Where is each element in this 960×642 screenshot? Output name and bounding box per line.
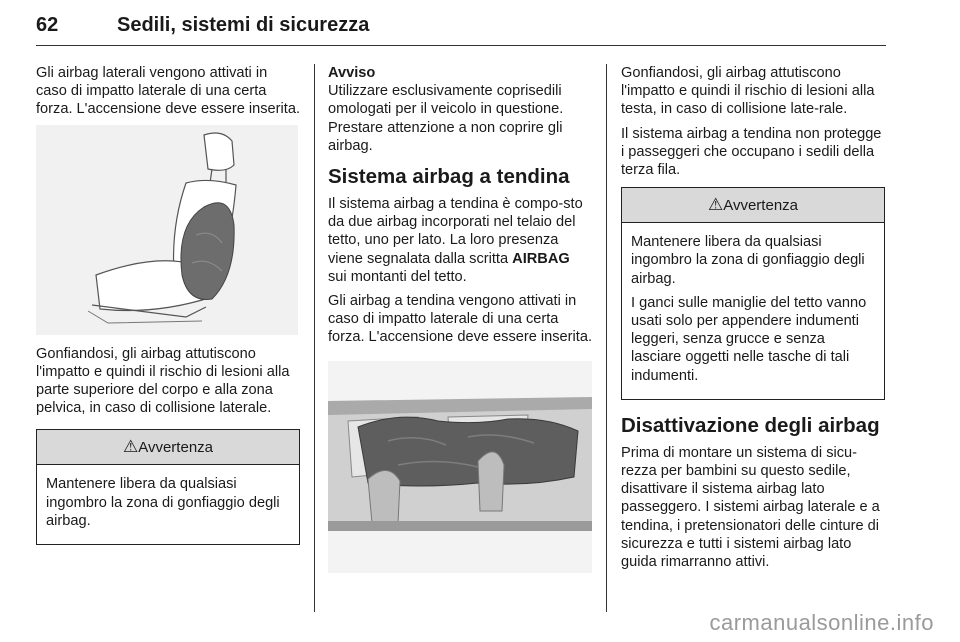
- curtain-airbag-illustration: [328, 361, 592, 573]
- side-airbag-protection-text: Gonfiandosi, gli airbag attutiscono l'impatto e quindi il rischio di lesioni alla parte superiore del corpo e alla zona pelvica, in caso di collisione laterale.: [36, 345, 290, 417]
- warning-box-1: [36, 429, 300, 545]
- side-airbag-activation-text: Gli airbag laterali vengono attivati in caso di impatto laterale di una certa forza. L'accensione deve essere inserita.: [36, 65, 300, 118]
- note-text: Utilizzare esclusivamente coprisedili omologati per il veicolo in questione. Prestare attenzione a non coprire gli airbag.: [328, 83, 564, 154]
- curtain-text-part: Il sistema airbag a tendina è compo-sto da due airbag incorporati nel telaio del tetto, uno per lato. La loro presenza viene segnalata dalla scritta: [328, 196, 583, 267]
- curtain-airbag-activation-text: Gli airbag a tendina vengono attivati in caso di impatto laterale di una certa forza. L'accensione deve essere inserita.: [328, 293, 592, 346]
- warning-text-2b: I ganci sulle maniglie del tetto vanno usati solo per appendere indumenti leggeri, senza grucce e senza lasciare oggetti nelle tasche di tali indumenti.: [631, 294, 867, 384]
- airbag-label-bold: AIRBAG: [512, 250, 570, 267]
- warning-box-2: [621, 187, 885, 400]
- note-label: Avviso: [328, 65, 376, 81]
- warning-triangle-icon: ⚠: [707, 195, 724, 215]
- warning-header-2: [622, 188, 884, 223]
- column-1: [36, 64, 300, 545]
- warning-triangle-icon: ⚠: [122, 437, 139, 457]
- curtain-airbag-heading: Sistema airbag a tendina: [328, 165, 570, 189]
- deactivation-heading: Disattivazione degli airbag: [621, 413, 880, 437]
- section-title: Sedili, sistemi di sicurezza: [117, 14, 370, 36]
- third-row-note: Il sistema airbag a tendina non protegge i passeggeri che occupano i sedili della terza fila.: [621, 125, 882, 179]
- column-2: [328, 64, 592, 573]
- column-3: [621, 64, 885, 577]
- page-number: 62: [36, 14, 59, 36]
- warning-text-2a: Mantenere libera da qualsiasi ingombro la zona di gonfiaggio degli airbag.: [631, 234, 865, 287]
- warning-title-1: Avvertenza: [138, 439, 213, 457]
- warning-text-1: Mantenere libera da qualsiasi ingombro la zona di gonfiaggio degli airbag.: [46, 476, 280, 529]
- curtain-airbag-description: [328, 195, 592, 286]
- column-divider-1: [314, 64, 315, 612]
- warning-title-2: Avvertenza: [723, 197, 798, 215]
- seat-side-airbag-illustration: [36, 125, 298, 335]
- curtain-airbag-protection-text: Gonfiandosi, gli airbag attutiscono l'impatto e quindi il rischio di lesioni alla testa, in caso di collisione late-rale.: [621, 65, 875, 118]
- column-divider-2: [606, 64, 607, 612]
- curtain-text-part-end: sui montanti del tetto.: [328, 268, 467, 285]
- warning-header-1: [37, 430, 299, 465]
- seat-illustration-svg: [36, 125, 298, 335]
- curtain-illustration-svg: [328, 361, 592, 573]
- deactivation-text: Prima di montare un sistema di sicu-rezza per bambini su questo sedile, disattivare il sistema airbag lato passeggero. I sistemi airbag laterale e a tendina, i pretensionatori delle cinture di sicurezza e tutti i sistemi airbag lato guida rimarranno attivi.: [621, 444, 880, 571]
- header-rule: [36, 45, 886, 46]
- watermark: carmanualsonline.info: [709, 610, 934, 635]
